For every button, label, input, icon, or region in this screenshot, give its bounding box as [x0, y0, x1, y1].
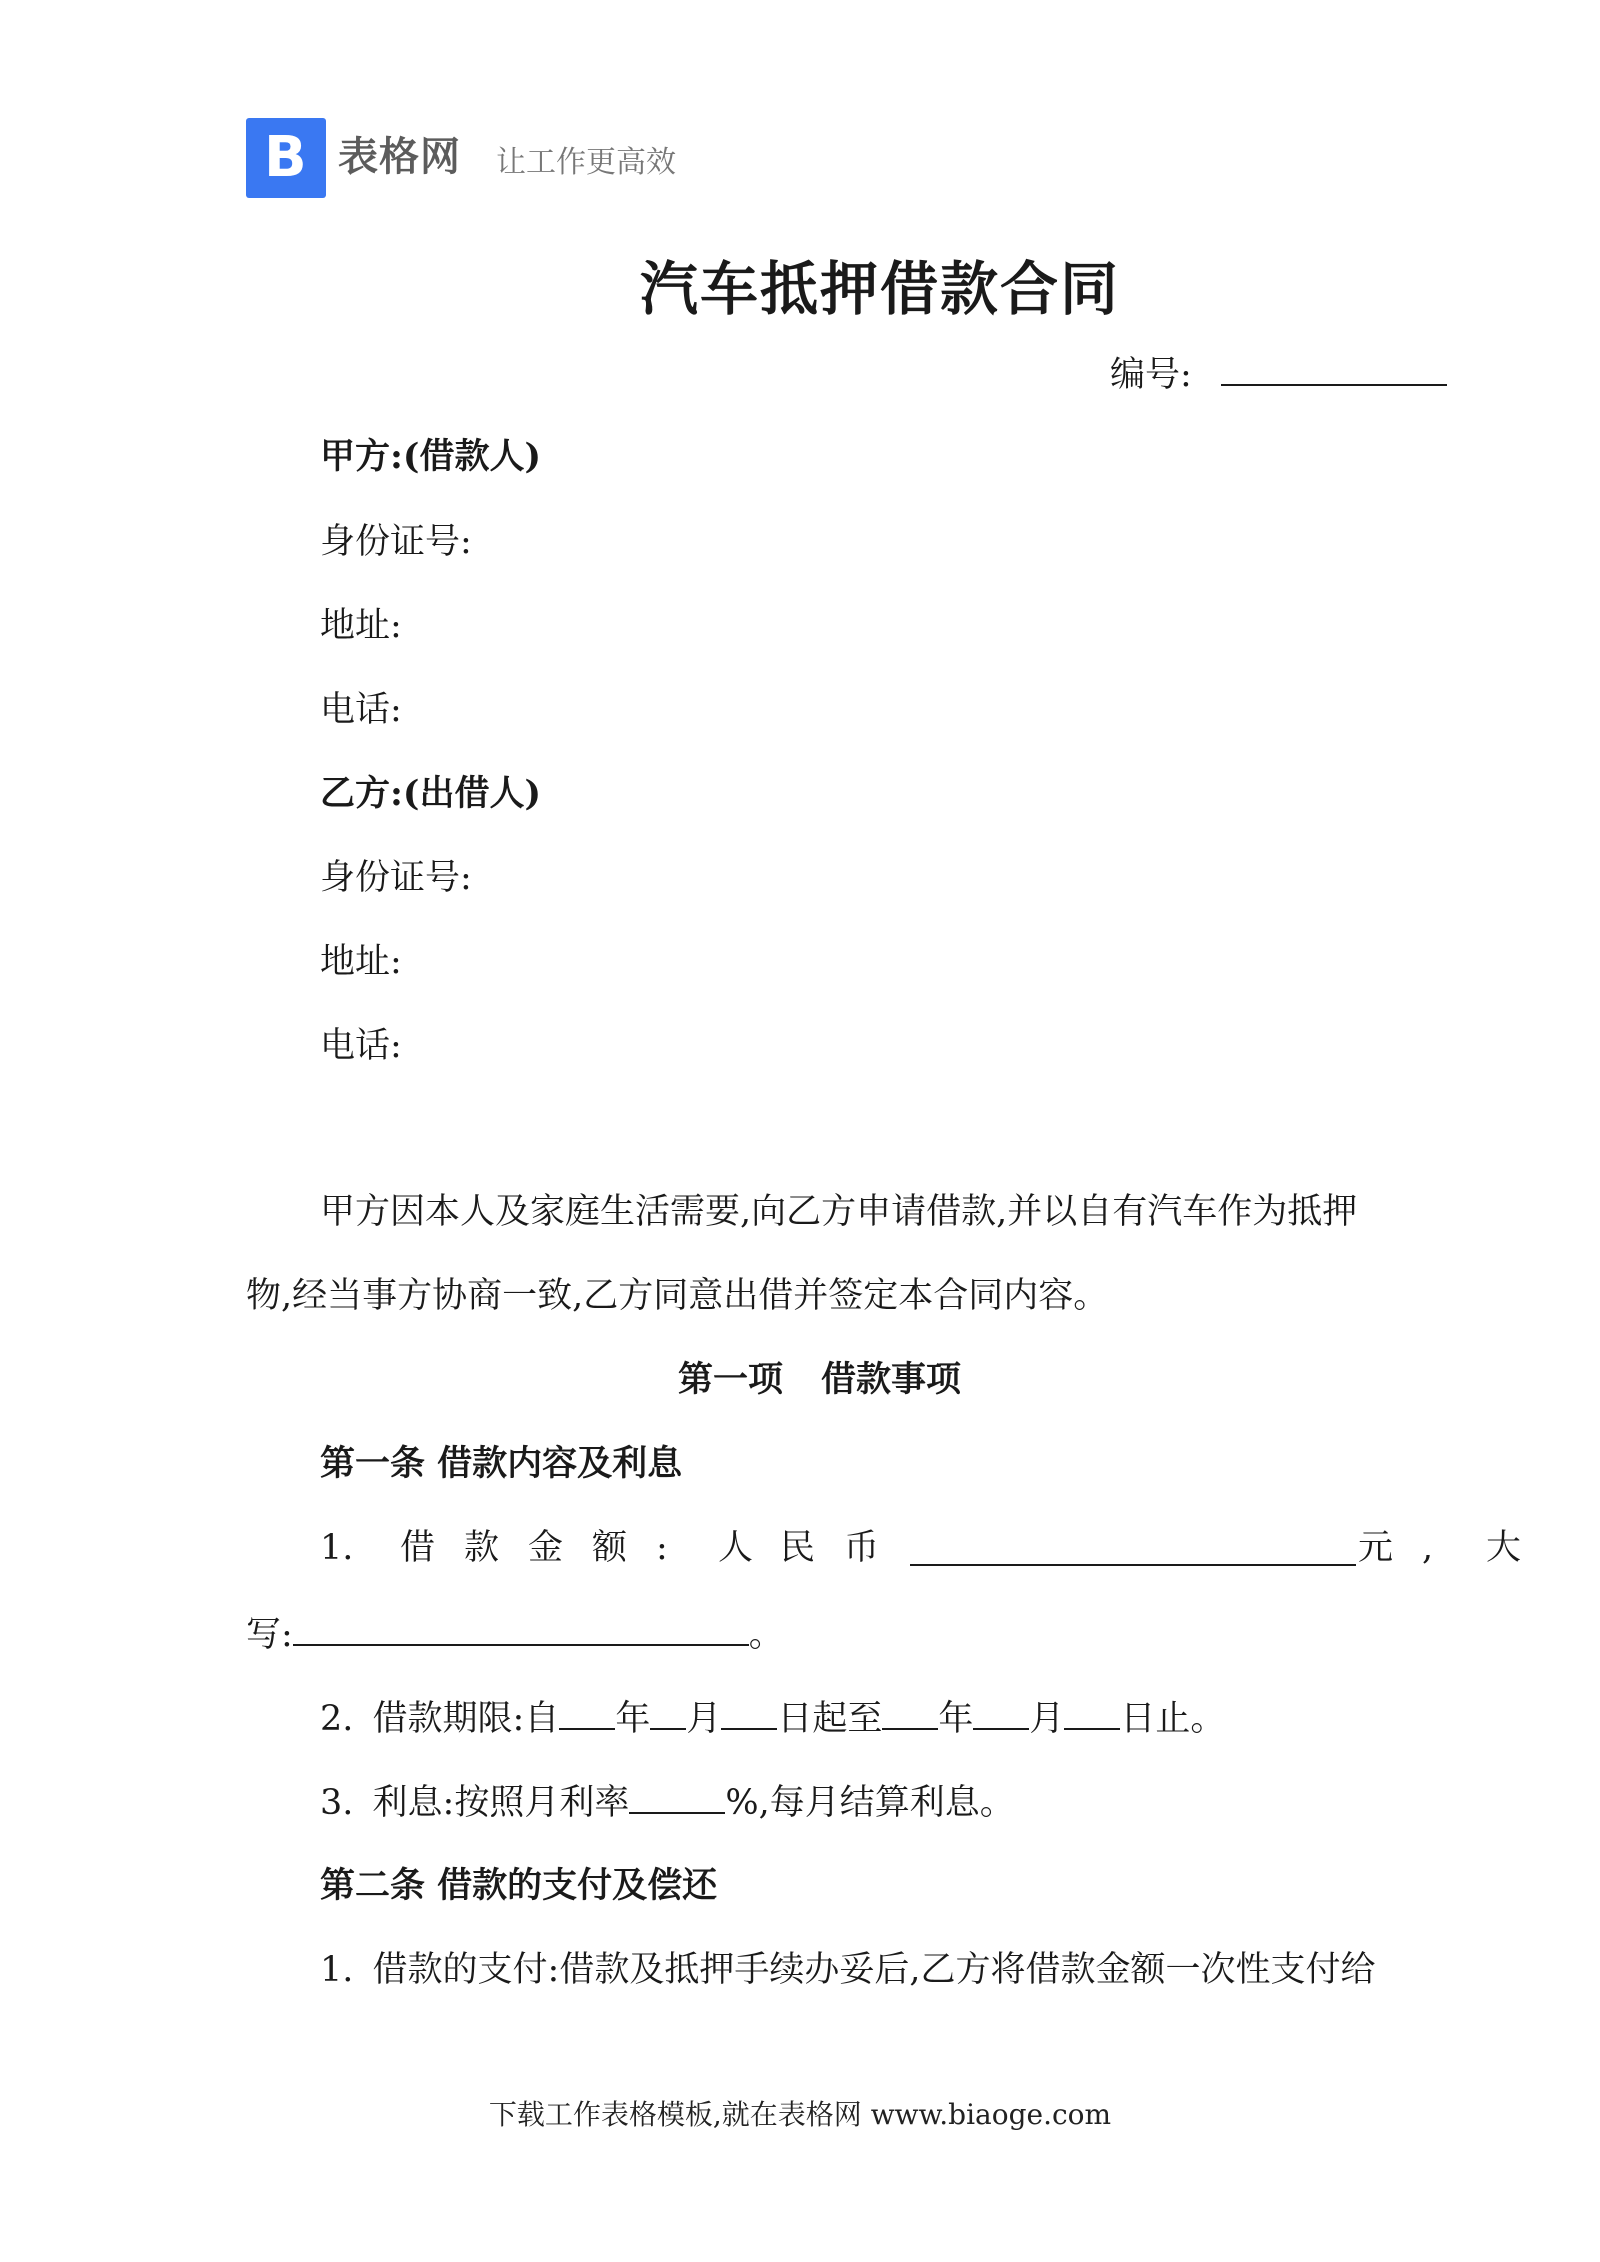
item-2-prefix: 2. — [320, 1699, 354, 1739]
party-a-id-label: 身份证号: — [320, 522, 472, 562]
end-year-blank — [882, 1696, 938, 1730]
loan-amount-char: : — [656, 1528, 668, 1568]
brand-name: 表格网 — [338, 134, 461, 180]
payment-clause-text: 借款的支付:借款及抵押手续办妥后,乙方将借款金额一次性支付给 — [372, 1950, 1376, 1990]
section-name: 借款事项 — [821, 1359, 962, 1400]
intro-line-1: 甲方因本人及家庭生活需要,向乙方申请借款,并以自有汽车作为抵押 — [320, 1192, 1358, 1232]
section-number: 第一项 — [678, 1359, 784, 1400]
party-b-phone-label: 电话: — [320, 1026, 402, 1066]
party-b-id-label: 身份证号: — [320, 858, 472, 898]
contract-number-label: 编号: — [1110, 355, 1192, 395]
article-2-item-1-prefix: 1. — [320, 1950, 354, 1990]
loan-term-to: 日起至 — [777, 1699, 883, 1739]
interest-rate-blank — [629, 1780, 725, 1814]
loan-amount-words-blank — [293, 1612, 749, 1646]
loan-amount-char: 借 — [400, 1528, 436, 1568]
loan-amount-char: 人 — [718, 1528, 754, 1568]
footer: 下载工作表格模板,就在表格网 www.biaoge.com — [488, 2098, 1112, 2131]
intro-line-2: 物,经当事方协商一致,乙方同意出借并签定本合同内容。 — [246, 1276, 1109, 1316]
month-label: 月 — [1029, 1699, 1065, 1739]
end-day-blank — [1064, 1696, 1120, 1730]
article-1-title: 第一条 借款内容及利息 — [320, 1443, 683, 1484]
item-1-prefix: 1. — [320, 1528, 354, 1568]
interest-tail: %,每月结算利息。 — [725, 1783, 1015, 1823]
loan-amount-big: 大 — [1486, 1528, 1522, 1568]
loan-term-from: 借款期限:自 — [372, 1699, 560, 1739]
loan-amount-char: 金 — [528, 1528, 564, 1568]
loan-amount-char: 币 — [844, 1528, 880, 1568]
loan-amount-blank — [910, 1532, 1356, 1566]
item-3-prefix: 3. — [320, 1783, 354, 1823]
month-label: 月 — [686, 1699, 722, 1739]
contract-number-blank — [1221, 352, 1447, 386]
party-a-address-label: 地址: — [320, 606, 402, 646]
start-year-blank — [559, 1696, 615, 1730]
start-month-blank — [650, 1696, 686, 1730]
loan-amount-char: 款 — [464, 1528, 500, 1568]
interest — [320, 1780, 1015, 1825]
logo-glyph: B — [264, 125, 307, 190]
loan-amount-words-end: 。 — [748, 1615, 784, 1655]
loan-term — [320, 1696, 1225, 1741]
loan-amount-label — [320, 1526, 353, 1570]
party-a-heading: 甲方:(借款人) — [320, 436, 542, 477]
party-a-phone-label: 电话: — [320, 690, 402, 730]
loan-term-end: 日止。 — [1120, 1699, 1226, 1739]
party-b-heading: 乙方:(出借人) — [320, 773, 542, 814]
loan-amount-unit: 元 — [1358, 1528, 1394, 1568]
loan-amount-words-label: 写: — [246, 1615, 293, 1655]
loan-amount-char: 民 — [780, 1528, 816, 1568]
year-label: 年 — [938, 1699, 974, 1739]
loan-amount-words — [246, 1612, 784, 1657]
year-label: 年 — [615, 1699, 651, 1739]
contract-number — [1110, 352, 1447, 397]
payment-clause — [320, 1948, 1375, 1992]
article-2-title: 第二条 借款的支付及偿还 — [320, 1865, 718, 1906]
party-b-address-label: 地址: — [320, 942, 402, 982]
brand-slogan: 让工作更高效 — [496, 145, 676, 180]
section-heading — [678, 1358, 961, 1402]
loan-amount-char: 额 — [592, 1528, 628, 1568]
start-day-blank — [721, 1696, 777, 1730]
interest-label: 利息:按照月利率 — [372, 1783, 630, 1823]
loan-amount-comma: , — [1422, 1528, 1434, 1568]
end-month-blank — [973, 1696, 1029, 1730]
page-title: 汽车抵押借款合同 — [639, 255, 1120, 323]
